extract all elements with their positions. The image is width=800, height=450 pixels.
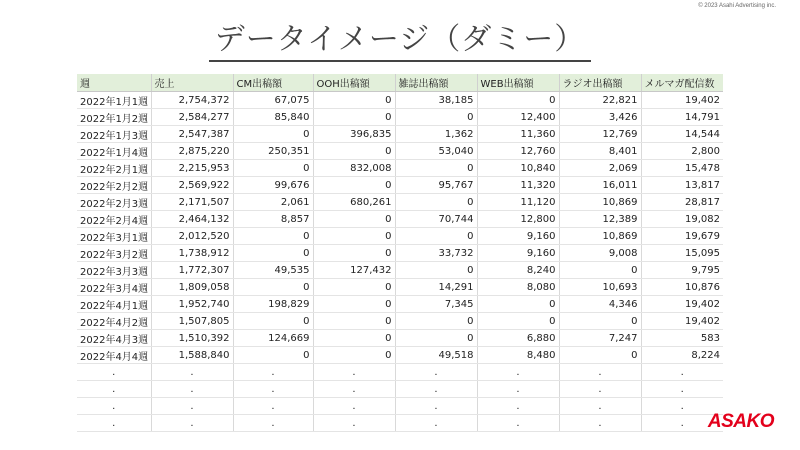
value-cell: 99,676: [233, 177, 313, 194]
ellipsis-cell: .: [151, 381, 233, 398]
title-area: [0, 22, 800, 62]
column-header: ラジオ出稿額: [559, 74, 641, 92]
ellipsis-cell: .: [151, 415, 233, 432]
week-cell: 2022年1月4週: [77, 143, 151, 160]
value-cell: 0: [313, 347, 395, 364]
value-cell: 8,480: [477, 347, 559, 364]
column-header: WEB出稿額: [477, 74, 559, 92]
table-row: [77, 279, 723, 296]
value-cell: 2,215,953: [151, 160, 233, 177]
week-cell: 2022年4月3週: [77, 330, 151, 347]
value-cell: 0: [395, 228, 477, 245]
value-cell: 1,510,392: [151, 330, 233, 347]
week-cell: 2022年2月4週: [77, 211, 151, 228]
column-header: 売上: [151, 74, 233, 92]
copyright-notice: © 2023 Asahi Advertising inc.: [698, 3, 776, 9]
value-cell: 1,362: [395, 126, 477, 143]
table-row: [77, 92, 723, 109]
value-cell: 49,535: [233, 262, 313, 279]
value-cell: 0: [233, 160, 313, 177]
value-cell: 832,008: [313, 160, 395, 177]
ellipsis-cell: .: [395, 398, 477, 415]
value-cell: 0: [477, 296, 559, 313]
value-cell: 9,008: [559, 245, 641, 262]
ellipsis-cell: .: [77, 398, 151, 415]
ellipsis-row: [77, 415, 723, 432]
week-cell: 2022年4月2週: [77, 313, 151, 330]
table-row: [77, 160, 723, 177]
value-cell: 12,389: [559, 211, 641, 228]
ellipsis-cell: .: [233, 415, 313, 432]
value-cell: 95,767: [395, 177, 477, 194]
value-cell: 2,800: [641, 143, 723, 160]
value-cell: 15,478: [641, 160, 723, 177]
value-cell: 19,679: [641, 228, 723, 245]
table-row: [77, 177, 723, 194]
value-cell: 2,464,132: [151, 211, 233, 228]
ellipsis-cell: .: [395, 415, 477, 432]
data-table: [77, 74, 723, 432]
value-cell: 12,769: [559, 126, 641, 143]
value-cell: 2,069: [559, 160, 641, 177]
value-cell: 250,351: [233, 143, 313, 160]
value-cell: 0: [559, 262, 641, 279]
ellipsis-cell: .: [559, 381, 641, 398]
week-cell: 2022年2月1週: [77, 160, 151, 177]
value-cell: 0: [395, 262, 477, 279]
value-cell: 3,426: [559, 109, 641, 126]
ellipsis-cell: .: [559, 415, 641, 432]
value-cell: 2,754,372: [151, 92, 233, 109]
value-cell: 0: [559, 347, 641, 364]
week-cell: 2022年3月2週: [77, 245, 151, 262]
value-cell: 1,507,805: [151, 313, 233, 330]
value-cell: 11,320: [477, 177, 559, 194]
value-cell: 0: [233, 245, 313, 262]
value-cell: 7,247: [559, 330, 641, 347]
value-cell: 33,732: [395, 245, 477, 262]
value-cell: 0: [313, 92, 395, 109]
value-cell: 10,840: [477, 160, 559, 177]
ellipsis-row: [77, 398, 723, 415]
table-row: [77, 313, 723, 330]
value-cell: 9,795: [641, 262, 723, 279]
column-header: OOH出稿額: [313, 74, 395, 92]
value-cell: 0: [313, 228, 395, 245]
value-cell: 124,669: [233, 330, 313, 347]
ellipsis-cell: .: [641, 415, 723, 432]
value-cell: 9,160: [477, 245, 559, 262]
page-title: データイメージ（ダミー）: [209, 22, 592, 62]
ellipsis-cell: .: [477, 381, 559, 398]
value-cell: 127,432: [313, 262, 395, 279]
ellipsis-cell: .: [233, 398, 313, 415]
column-header: メルマガ配信数: [641, 74, 723, 92]
value-cell: 10,693: [559, 279, 641, 296]
value-cell: 0: [313, 211, 395, 228]
value-cell: 0: [477, 313, 559, 330]
ellipsis-cell: .: [313, 381, 395, 398]
value-cell: 10,876: [641, 279, 723, 296]
value-cell: 49,518: [395, 347, 477, 364]
value-cell: 0: [233, 347, 313, 364]
value-cell: 53,040: [395, 143, 477, 160]
value-cell: 19,402: [641, 296, 723, 313]
value-cell: 11,360: [477, 126, 559, 143]
value-cell: 70,744: [395, 211, 477, 228]
ellipsis-cell: .: [477, 415, 559, 432]
value-cell: 2,547,387: [151, 126, 233, 143]
ellipsis-row: [77, 381, 723, 398]
value-cell: 198,829: [233, 296, 313, 313]
value-cell: 0: [395, 330, 477, 347]
week-cell: 2022年2月3週: [77, 194, 151, 211]
value-cell: 0: [233, 313, 313, 330]
week-cell: 2022年1月3週: [77, 126, 151, 143]
ellipsis-cell: .: [313, 364, 395, 381]
table-row: [77, 245, 723, 262]
value-cell: 2,171,507: [151, 194, 233, 211]
value-cell: 38,185: [395, 92, 477, 109]
value-cell: 2,061: [233, 194, 313, 211]
value-cell: 1,772,307: [151, 262, 233, 279]
ellipsis-cell: .: [395, 381, 477, 398]
table-row: [77, 126, 723, 143]
table-row: [77, 296, 723, 313]
value-cell: 1,588,840: [151, 347, 233, 364]
value-cell: 0: [313, 296, 395, 313]
value-cell: 0: [477, 92, 559, 109]
table-row: [77, 109, 723, 126]
value-cell: 12,800: [477, 211, 559, 228]
table-row: [77, 143, 723, 160]
value-cell: 0: [233, 279, 313, 296]
week-cell: 2022年1月2週: [77, 109, 151, 126]
value-cell: 0: [313, 143, 395, 160]
value-cell: 396,835: [313, 126, 395, 143]
week-cell: 2022年2月2週: [77, 177, 151, 194]
value-cell: 19,402: [641, 92, 723, 109]
value-cell: 0: [313, 109, 395, 126]
ellipsis-cell: .: [77, 364, 151, 381]
value-cell: 22,821: [559, 92, 641, 109]
value-cell: 10,869: [559, 228, 641, 245]
value-cell: 0: [233, 228, 313, 245]
week-cell: 2022年3月4週: [77, 279, 151, 296]
table-row: [77, 262, 723, 279]
week-cell: 2022年4月1週: [77, 296, 151, 313]
table-header: [77, 74, 723, 92]
value-cell: 9,160: [477, 228, 559, 245]
ellipsis-cell: .: [313, 398, 395, 415]
value-cell: 12,760: [477, 143, 559, 160]
value-cell: 0: [313, 177, 395, 194]
value-cell: 15,095: [641, 245, 723, 262]
value-cell: 8,240: [477, 262, 559, 279]
ellipsis-cell: .: [313, 415, 395, 432]
ellipsis-cell: .: [395, 364, 477, 381]
table-row: [77, 347, 723, 364]
value-cell: 0: [395, 313, 477, 330]
ellipsis-cell: .: [77, 415, 151, 432]
value-cell: 16,011: [559, 177, 641, 194]
ellipsis-cell: .: [151, 398, 233, 415]
value-cell: 8,857: [233, 211, 313, 228]
value-cell: 1,738,912: [151, 245, 233, 262]
column-header: CM出稿額: [233, 74, 313, 92]
value-cell: 2,012,520: [151, 228, 233, 245]
week-cell: 2022年3月3週: [77, 262, 151, 279]
value-cell: 4,346: [559, 296, 641, 313]
ellipsis-cell: .: [641, 398, 723, 415]
value-cell: 0: [559, 313, 641, 330]
value-cell: 6,880: [477, 330, 559, 347]
table-row: [77, 211, 723, 228]
value-cell: 85,840: [233, 109, 313, 126]
value-cell: 0: [313, 245, 395, 262]
header-row: [77, 74, 723, 92]
week-cell: 2022年4月4週: [77, 347, 151, 364]
ellipsis-row: [77, 364, 723, 381]
value-cell: 7,345: [395, 296, 477, 313]
ellipsis-cell: .: [233, 381, 313, 398]
value-cell: 28,817: [641, 194, 723, 211]
table-row: [77, 228, 723, 245]
ellipsis-cell: .: [233, 364, 313, 381]
value-cell: 0: [313, 330, 395, 347]
ellipsis-cell: .: [77, 381, 151, 398]
value-cell: 12,400: [477, 109, 559, 126]
value-cell: 0: [395, 109, 477, 126]
value-cell: 1,809,058: [151, 279, 233, 296]
value-cell: 19,082: [641, 211, 723, 228]
value-cell: 0: [395, 194, 477, 211]
value-cell: 2,569,922: [151, 177, 233, 194]
week-cell: 2022年3月1週: [77, 228, 151, 245]
ellipsis-cell: .: [559, 364, 641, 381]
value-cell: 2,875,220: [151, 143, 233, 160]
value-cell: 14,291: [395, 279, 477, 296]
value-cell: 19,402: [641, 313, 723, 330]
week-cell: 2022年1月1週: [77, 92, 151, 109]
value-cell: 13,817: [641, 177, 723, 194]
column-header: 雑誌出稿額: [395, 74, 477, 92]
value-cell: 67,075: [233, 92, 313, 109]
value-cell: 0: [395, 160, 477, 177]
value-cell: 1,952,740: [151, 296, 233, 313]
ellipsis-cell: .: [641, 381, 723, 398]
value-cell: 2,584,277: [151, 109, 233, 126]
ellipsis-cell: .: [151, 364, 233, 381]
value-cell: 8,224: [641, 347, 723, 364]
value-cell: 0: [313, 279, 395, 296]
column-header: 週: [77, 74, 151, 92]
table-row: [77, 194, 723, 211]
value-cell: 8,080: [477, 279, 559, 296]
value-cell: 14,544: [641, 126, 723, 143]
table-row: [77, 330, 723, 347]
value-cell: 14,791: [641, 109, 723, 126]
ellipsis-cell: .: [559, 398, 641, 415]
asako-logo: ASAKO: [707, 411, 774, 432]
value-cell: 8,401: [559, 143, 641, 160]
ellipsis-cell: .: [477, 364, 559, 381]
ellipsis-cell: .: [477, 398, 559, 415]
table-body: [77, 92, 723, 432]
value-cell: 10,869: [559, 194, 641, 211]
ellipsis-cell: .: [641, 364, 723, 381]
value-cell: 680,261: [313, 194, 395, 211]
value-cell: 583: [641, 330, 723, 347]
value-cell: 0: [313, 313, 395, 330]
value-cell: 11,120: [477, 194, 559, 211]
value-cell: 0: [233, 126, 313, 143]
